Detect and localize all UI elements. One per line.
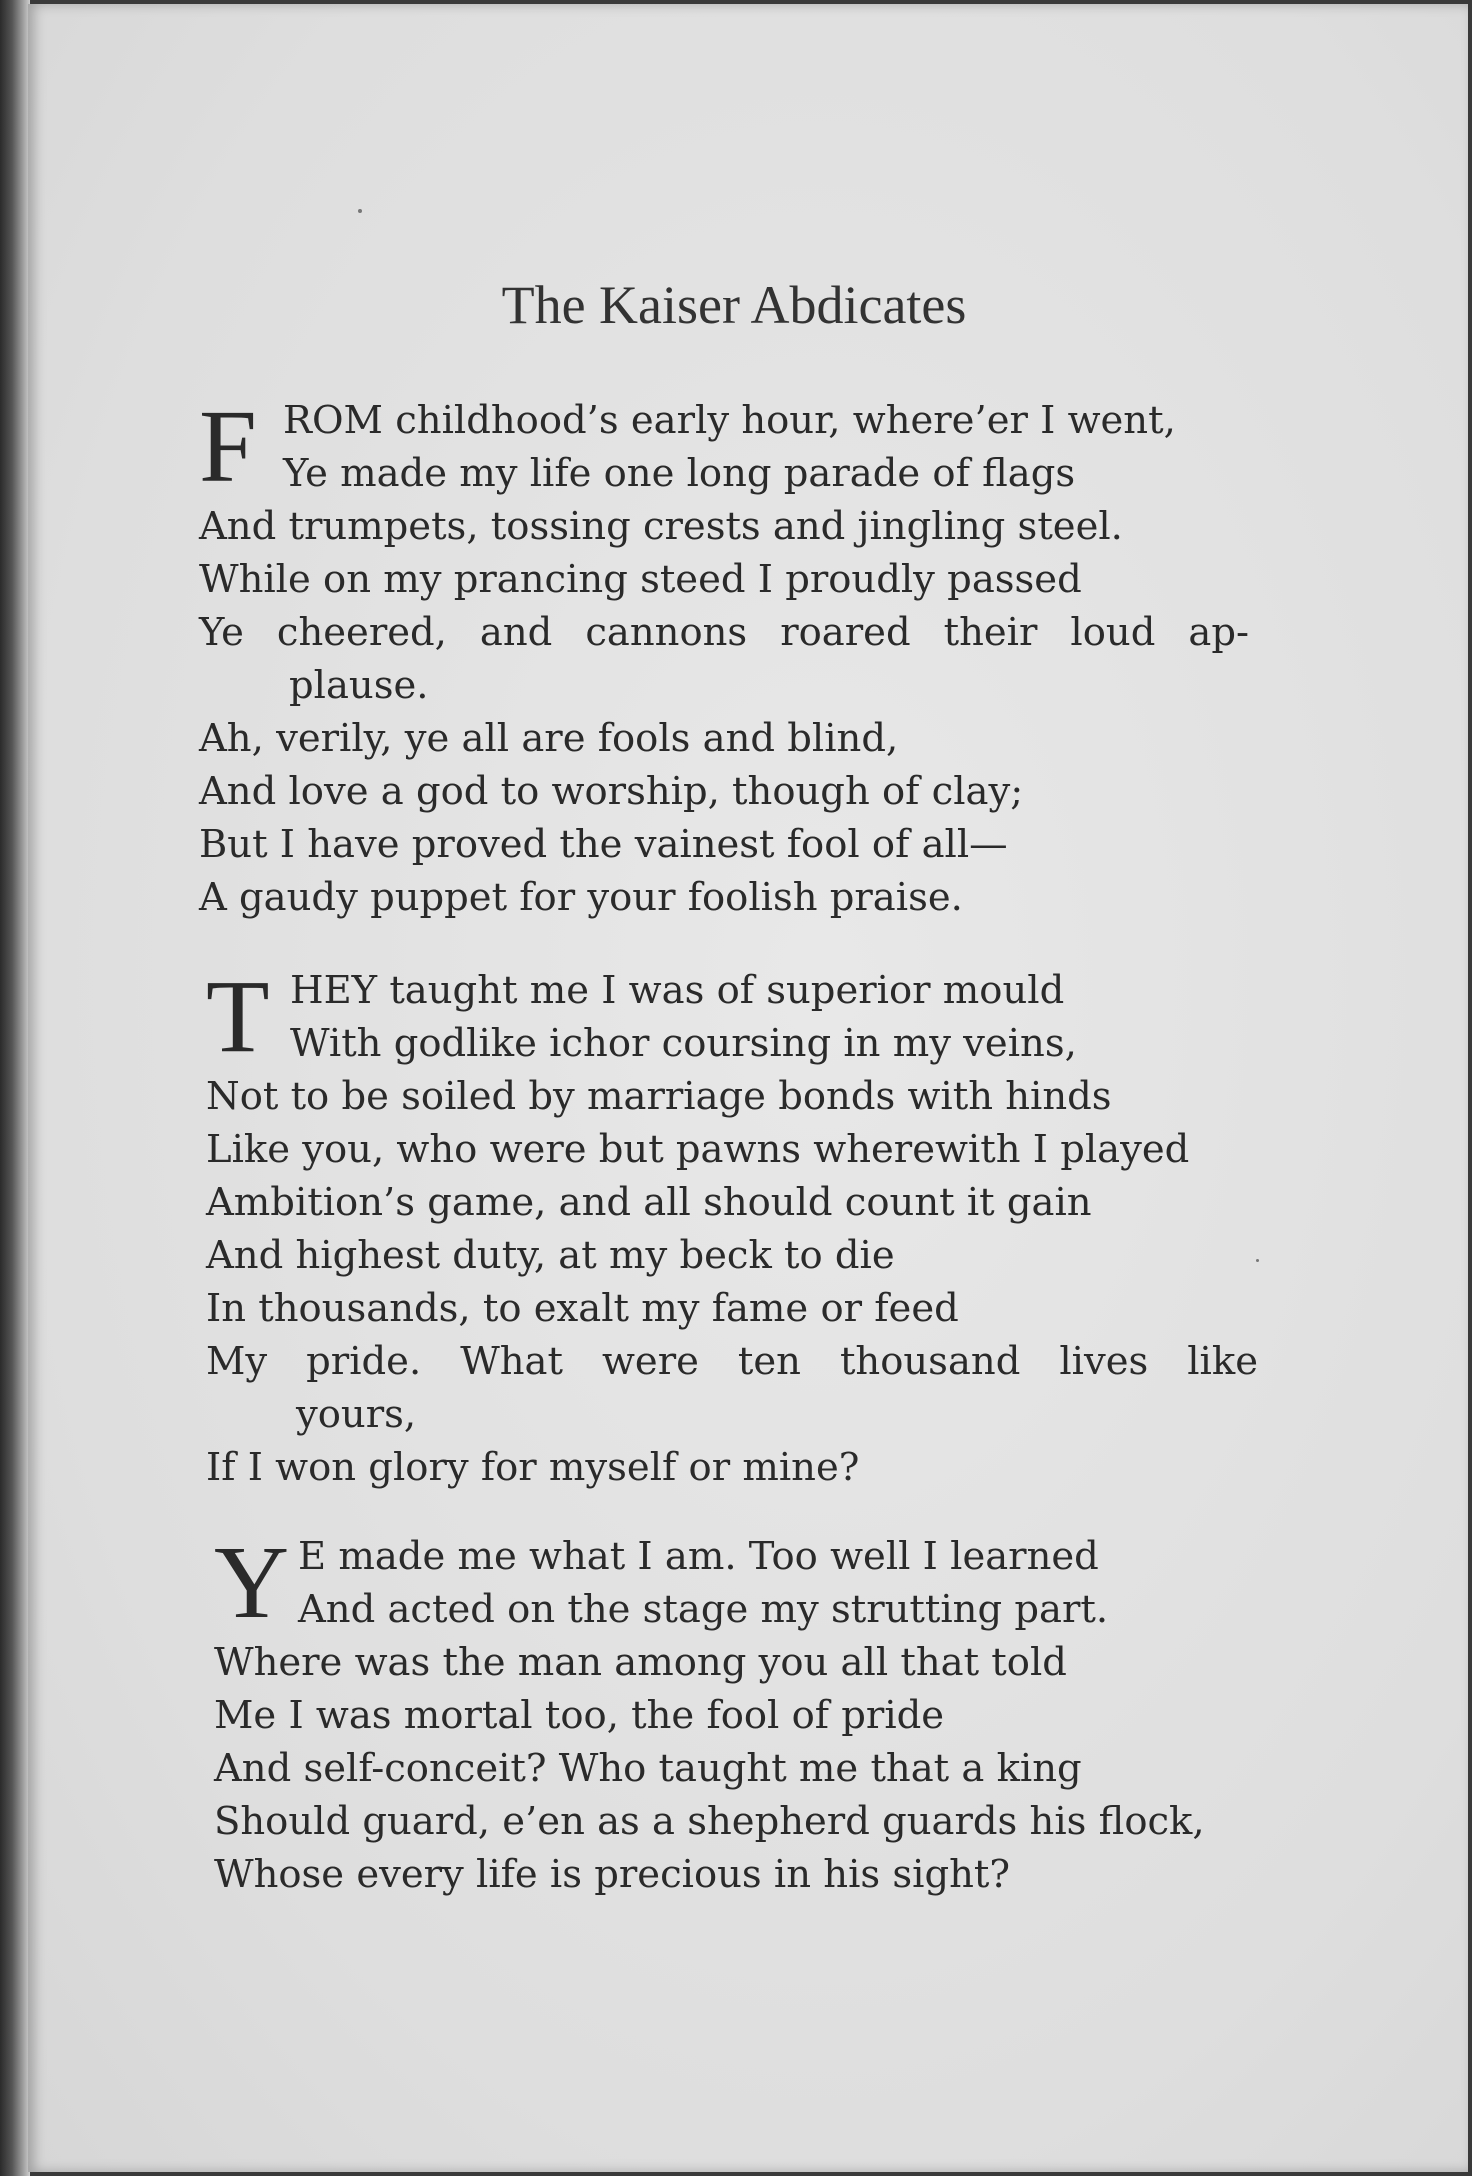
poem-line-continuation: yours, [296, 1392, 417, 1437]
poem-line: But I have proved the vainest fool of all— [199, 822, 1008, 867]
paper-speck [1256, 1259, 1259, 1262]
poem-line: If I won glory for myself or mine? [206, 1445, 860, 1490]
paper-speck [358, 209, 362, 213]
book-gutter [0, 0, 30, 2176]
poem-line: My pride. What were ten thousand lives like [206, 1339, 1258, 1384]
stanza-opening [214, 1525, 1205, 1640]
drop-cap: Y [214, 1525, 290, 1640]
poem-line: E made me what I am. Too well I learned [298, 1534, 1099, 1579]
poem-line: And love a god to worship, though of clay; [199, 769, 1024, 814]
drop-cap: T [206, 959, 270, 1074]
poem-line: And trumpets, tossing crests and jingling steel. [199, 504, 1123, 549]
poem-line: While on my prancing steed I proudly passed [199, 557, 1082, 602]
poem-line: In thousands, to exalt my fame or feed [206, 1286, 959, 1331]
poem-line: A gaudy puppet for your foolish praise. [199, 875, 963, 920]
poem-line: Ah, verily, ye all are fools and blind, [199, 716, 899, 761]
poem-line: And highest duty, at my beck to die [206, 1233, 895, 1278]
poem-line: With godlike ichor coursing in my veins, [290, 1021, 1077, 1066]
poem-line-continuation: plause. [289, 663, 429, 708]
poem-line: Ambition’s game, and all should count it gain [206, 1180, 1092, 1225]
poem-line: Whose every life is precious in his sight? [214, 1852, 1010, 1897]
poem-title: The Kaiser Abdicates [501, 275, 967, 335]
poem-line: Not to be soiled by marriage bonds with hinds [206, 1074, 1112, 1119]
poem-line: Me I was mortal too, the fool of pride [214, 1693, 945, 1738]
book-page [28, 4, 1468, 2172]
stanza-opening [206, 959, 1258, 1074]
stanza-opening [199, 389, 1249, 504]
stanza-3 [214, 1525, 1205, 1901]
stanza-2 [206, 959, 1258, 1494]
poem-line: Like you, who were but pawns wherewith I played [206, 1127, 1190, 1172]
poem-line: HEY taught me I was of superior mould [290, 968, 1065, 1013]
poem-line: And self-conceit? Who taught me that a king [214, 1746, 1082, 1791]
poem-line: ROM childhood’s early hour, where’er I went, [283, 398, 1176, 443]
stanza-1 [199, 389, 1249, 924]
poem-line: And acted on the stage my strutting part. [298, 1587, 1109, 1632]
poem-line: Should guard, e’en as a shepherd guards his flock, [214, 1799, 1205, 1844]
poem-line: Where was the man among you all that told [214, 1640, 1067, 1685]
drop-cap: F [199, 389, 257, 504]
poem-line: Ye made my life one long parade of flags [283, 451, 1076, 496]
poem-line: Ye cheered, and cannons roared their loud ap- [199, 610, 1249, 655]
